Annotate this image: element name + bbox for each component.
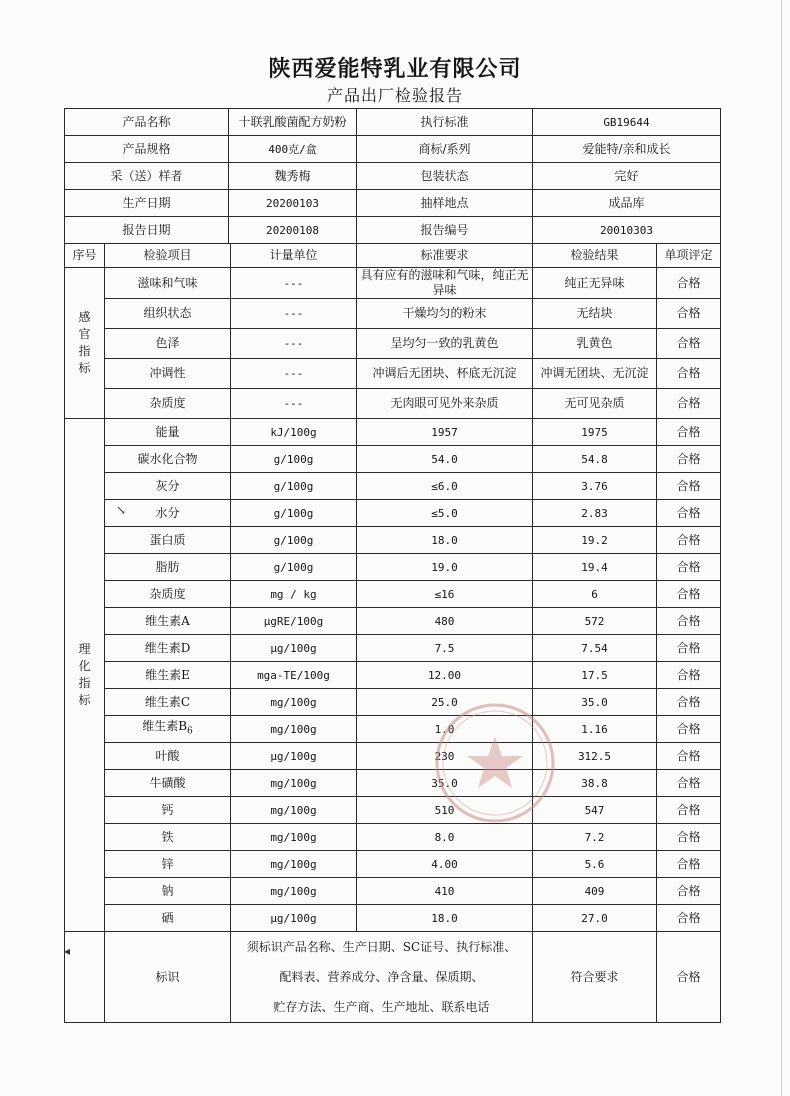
header-req: 标准要求 xyxy=(357,244,533,268)
table-row xyxy=(65,608,721,635)
marking-requirement-line: 须标识产品名称、生产日期、SC证号、执行标准、 xyxy=(231,932,533,963)
unit-cell: --- xyxy=(231,359,357,389)
requirement-cell: 410 xyxy=(357,878,533,905)
item-name xyxy=(105,635,231,662)
unit-cell: mg/100g xyxy=(231,770,357,797)
item-subscript: 6 xyxy=(187,726,193,737)
table-row xyxy=(65,851,721,878)
company-name: 陕西爱能特乳业有限公司 xyxy=(268,56,522,82)
item-name-text: 维生素C xyxy=(144,694,191,709)
info-value: 成品库 xyxy=(533,190,721,217)
table-row xyxy=(65,932,721,963)
requirement-cell: 1957 xyxy=(357,419,533,446)
unit-cell: g/100g xyxy=(231,446,357,473)
item-name xyxy=(105,851,231,878)
verdict-cell: 合格 xyxy=(657,608,721,635)
header-no: 序号 xyxy=(65,244,105,268)
unit-cell: mg/100g xyxy=(231,851,357,878)
requirement-cell: 8.0 xyxy=(357,824,533,851)
item-name xyxy=(105,389,231,419)
info-table xyxy=(64,108,721,244)
unit-cell: --- xyxy=(231,299,357,329)
header-item: 检验项目 xyxy=(105,244,231,268)
unit-cell: g/100g xyxy=(231,527,357,554)
requirement-cell: 干燥均匀的粉末 xyxy=(357,299,533,329)
info-label: 报告编号 xyxy=(357,217,533,244)
info-value: 爱能特/亲和成长 xyxy=(533,136,721,163)
info-label: 采（送）样者 xyxy=(65,163,229,190)
item-name-text: 杂质度 xyxy=(149,586,186,601)
info-value: 魏秀梅 xyxy=(229,163,357,190)
item-name-text: 叶酸 xyxy=(155,748,180,763)
item-name xyxy=(105,743,231,770)
result-cell: 乳黄色 xyxy=(533,329,657,359)
requirement-cell: 1.0 xyxy=(357,716,533,743)
result-cell: 6 xyxy=(533,581,657,608)
marking-requirement-line: 贮存方法、生产商、生产地址、联系电话 xyxy=(231,992,533,1023)
item-name xyxy=(105,359,231,389)
verdict-cell: 合格 xyxy=(657,299,721,329)
result-cell: 无可见杂质 xyxy=(533,389,657,419)
table-row xyxy=(65,527,721,554)
requirement-cell: 18.0 xyxy=(357,905,533,932)
item-name xyxy=(105,473,231,500)
category-physchem-label: 理 化 指 标 xyxy=(78,642,91,707)
unit-cell: μg/100g xyxy=(231,905,357,932)
verdict-cell: 合格 xyxy=(657,716,721,743)
requirement-cell: ≤5.0 xyxy=(357,500,533,527)
info-row xyxy=(65,217,721,244)
category-sensory-label: 感 官 指 标 xyxy=(78,310,91,375)
unit-cell: μg/100g xyxy=(231,743,357,770)
result-cell: 冲调无团块、无沉淀 xyxy=(533,359,657,389)
marking-result: 符合要求 xyxy=(533,932,657,1023)
report-title: 产品出厂检验报告 xyxy=(326,86,463,105)
header-unit: 计量单位 xyxy=(231,244,357,268)
unit-cell: mg/100g xyxy=(231,824,357,851)
item-name-text: 脂肪 xyxy=(155,559,180,574)
result-cell: 3.76 xyxy=(533,473,657,500)
item-name xyxy=(105,527,231,554)
table-row xyxy=(65,878,721,905)
verdict-cell: 合格 xyxy=(657,419,721,446)
table-row xyxy=(65,268,721,299)
verdict-cell: 合格 xyxy=(657,268,721,299)
info-value: 20010303 xyxy=(533,217,721,244)
pen-mark: ↘ xyxy=(116,503,127,517)
table-row xyxy=(65,689,721,716)
item-name xyxy=(105,329,231,359)
verdict-cell: 合格 xyxy=(657,554,721,581)
marking-item: 标识 xyxy=(105,932,231,1023)
marking-verdict: 合格 xyxy=(657,932,721,1023)
unit-cell: g/100g xyxy=(231,473,357,500)
info-label: 报告日期 xyxy=(65,217,229,244)
info-row xyxy=(65,163,721,190)
info-value: 20200103 xyxy=(229,190,357,217)
result-cell: 17.5 xyxy=(533,662,657,689)
unit-cell: --- xyxy=(231,389,357,419)
requirement-cell: 35.0 xyxy=(357,770,533,797)
requirement-cell: 230 xyxy=(357,743,533,770)
category-physchem xyxy=(65,419,105,932)
item-name xyxy=(105,716,231,743)
unit-cell: mg/100g xyxy=(231,689,357,716)
category-sensory xyxy=(65,268,105,419)
punch-mark: ◂ xyxy=(64,944,71,958)
unit-cell: mg/100g xyxy=(231,878,357,905)
table-row xyxy=(65,824,721,851)
info-label: 产品名称 xyxy=(65,109,229,136)
header-result: 检验结果 xyxy=(533,244,657,268)
item-name xyxy=(105,905,231,932)
requirement-cell: 25.0 xyxy=(357,689,533,716)
page-edge xyxy=(781,0,782,1096)
verdict-cell: 合格 xyxy=(657,878,721,905)
info-row xyxy=(65,190,721,217)
requirement-cell: ≤6.0 xyxy=(357,473,533,500)
table-row xyxy=(65,554,721,581)
verdict-cell: 合格 xyxy=(657,635,721,662)
info-label: 执行标准 xyxy=(357,109,533,136)
table-row xyxy=(65,473,721,500)
requirement-cell: 480 xyxy=(357,608,533,635)
item-name-text: 色泽 xyxy=(155,336,180,350)
unit-cell: g/100g xyxy=(231,554,357,581)
verdict-cell: 合格 xyxy=(657,389,721,419)
info-row xyxy=(65,109,721,136)
info-label: 产品规格 xyxy=(65,136,229,163)
table-row xyxy=(65,389,721,419)
result-cell: 纯正无异味 xyxy=(533,268,657,299)
item-name-text: 铁 xyxy=(161,829,174,844)
verdict-cell: 合格 xyxy=(657,824,721,851)
table-row xyxy=(65,743,721,770)
item-name-text: 水分 xyxy=(155,505,180,520)
result-cell: 572 xyxy=(533,608,657,635)
table-row xyxy=(65,662,721,689)
requirement-cell: 呈均匀一致的乳黄色 xyxy=(357,329,533,359)
result-cell: 35.0 xyxy=(533,689,657,716)
info-label: 商标/系列 xyxy=(357,136,533,163)
requirement-cell: 具有应有的滋味和气味，纯正无异味 xyxy=(357,268,533,299)
item-name-text: 牛磺酸 xyxy=(149,775,186,790)
info-value: 400克/盒 xyxy=(229,136,357,163)
result-cell: 19.2 xyxy=(533,527,657,554)
result-cell: 27.0 xyxy=(533,905,657,932)
requirement-cell: 19.0 xyxy=(357,554,533,581)
verdict-cell: 合格 xyxy=(657,473,721,500)
info-value: GB19644 xyxy=(533,109,721,136)
result-cell: 7.2 xyxy=(533,824,657,851)
unit-cell: mga-TE/100g xyxy=(231,662,357,689)
item-name-text: 蛋白质 xyxy=(149,532,186,547)
info-label: 生产日期 xyxy=(65,190,229,217)
marking-no xyxy=(65,932,105,1023)
item-name xyxy=(105,299,231,329)
table-row xyxy=(65,716,721,743)
verdict-cell: 合格 xyxy=(657,743,721,770)
item-name xyxy=(105,446,231,473)
unit-cell: --- xyxy=(231,329,357,359)
requirement-cell: 无肉眼可见外来杂质 xyxy=(357,389,533,419)
verdict-cell: 合格 xyxy=(657,689,721,716)
table-row xyxy=(65,329,721,359)
unit-cell: μg/100g xyxy=(231,635,357,662)
item-name xyxy=(105,878,231,905)
table-header-row xyxy=(65,244,721,268)
info-value: 十联乳酸菌配方奶粉 xyxy=(229,109,357,136)
requirement-cell: 54.0 xyxy=(357,446,533,473)
item-name-text: 能量 xyxy=(155,424,180,439)
table-row xyxy=(65,299,721,329)
verdict-cell: 合格 xyxy=(657,500,721,527)
info-value: 20200108 xyxy=(229,217,357,244)
verdict-cell: 合格 xyxy=(657,329,721,359)
item-name-text: 硒 xyxy=(161,910,174,925)
test-table xyxy=(64,243,721,1023)
item-name-text: 组织状态 xyxy=(143,306,192,320)
item-name-text: 灰分 xyxy=(155,478,180,493)
verdict-cell: 合格 xyxy=(657,905,721,932)
item-name-text: 碳水化合物 xyxy=(137,451,198,466)
item-name-text: 维生素D xyxy=(144,640,191,655)
verdict-cell: 合格 xyxy=(657,770,721,797)
marking-requirement-line: 配料表、营养成分、净含量、保质期、 xyxy=(231,962,533,992)
unit-cell: μgRE/100g xyxy=(231,608,357,635)
item-name-text: 维生素B xyxy=(142,718,188,733)
requirement-cell: 18.0 xyxy=(357,527,533,554)
item-name-text: 锌 xyxy=(161,856,174,871)
result-cell: 19.4 xyxy=(533,554,657,581)
result-cell: 409 xyxy=(533,878,657,905)
item-name xyxy=(105,581,231,608)
table-row xyxy=(65,500,721,527)
item-name xyxy=(105,689,231,716)
verdict-cell: 合格 xyxy=(657,446,721,473)
item-name xyxy=(105,797,231,824)
table-row xyxy=(65,797,721,824)
result-cell: 无结块 xyxy=(533,299,657,329)
info-label: 包装状态 xyxy=(357,163,533,190)
unit-cell: kJ/100g xyxy=(231,419,357,446)
item-name xyxy=(105,554,231,581)
table-row xyxy=(65,770,721,797)
result-cell: 5.6 xyxy=(533,851,657,878)
unit-cell: --- xyxy=(231,268,357,299)
requirement-cell: 510 xyxy=(357,797,533,824)
item-name-text: 钠 xyxy=(161,883,174,898)
result-cell: 7.54 xyxy=(533,635,657,662)
item-name-text: 维生素E xyxy=(145,667,190,682)
requirement-cell: 冲调后无团块、杯底无沉淀 xyxy=(357,359,533,389)
verdict-cell: 合格 xyxy=(657,797,721,824)
requirement-cell: 4.00 xyxy=(357,851,533,878)
unit-cell: g/100g xyxy=(231,500,357,527)
table-row xyxy=(65,581,721,608)
result-cell: 1.16 xyxy=(533,716,657,743)
table-row xyxy=(65,905,721,932)
item-name xyxy=(105,770,231,797)
requirement-cell: 12.00 xyxy=(357,662,533,689)
result-cell: 38.8 xyxy=(533,770,657,797)
unit-cell: mg/100g xyxy=(231,797,357,824)
item-name xyxy=(105,419,231,446)
info-row xyxy=(65,136,721,163)
verdict-cell: 合格 xyxy=(657,527,721,554)
result-cell: 547 xyxy=(533,797,657,824)
unit-cell: mg/100g xyxy=(231,716,357,743)
item-name xyxy=(105,608,231,635)
item-name-text: 杂质度 xyxy=(149,396,186,410)
item-name-text: 钙 xyxy=(161,802,174,817)
item-name-text: 滋味和气味 xyxy=(137,275,198,290)
result-cell: 1975 xyxy=(533,419,657,446)
requirement-cell: 7.5 xyxy=(357,635,533,662)
item-name-text: 维生素A xyxy=(145,613,190,628)
item-name xyxy=(105,824,231,851)
verdict-cell: 合格 xyxy=(657,581,721,608)
table-row xyxy=(65,446,721,473)
table-row xyxy=(65,419,721,446)
result-cell: 2.83 xyxy=(533,500,657,527)
result-cell: 312.5 xyxy=(533,743,657,770)
header-verdict: 单项评定 xyxy=(657,244,721,268)
requirement-cell: ≤16 xyxy=(357,581,533,608)
info-value: 完好 xyxy=(533,163,721,190)
table-row xyxy=(65,635,721,662)
result-cell: 54.8 xyxy=(533,446,657,473)
verdict-cell: 合格 xyxy=(657,851,721,878)
table-row xyxy=(65,359,721,389)
info-label: 抽样地点 xyxy=(357,190,533,217)
verdict-cell: 合格 xyxy=(657,359,721,389)
item-name-text: 冲调性 xyxy=(149,366,186,380)
verdict-cell: 合格 xyxy=(657,662,721,689)
item-name xyxy=(105,662,231,689)
item-name xyxy=(105,268,231,299)
unit-cell: mg / kg xyxy=(231,581,357,608)
